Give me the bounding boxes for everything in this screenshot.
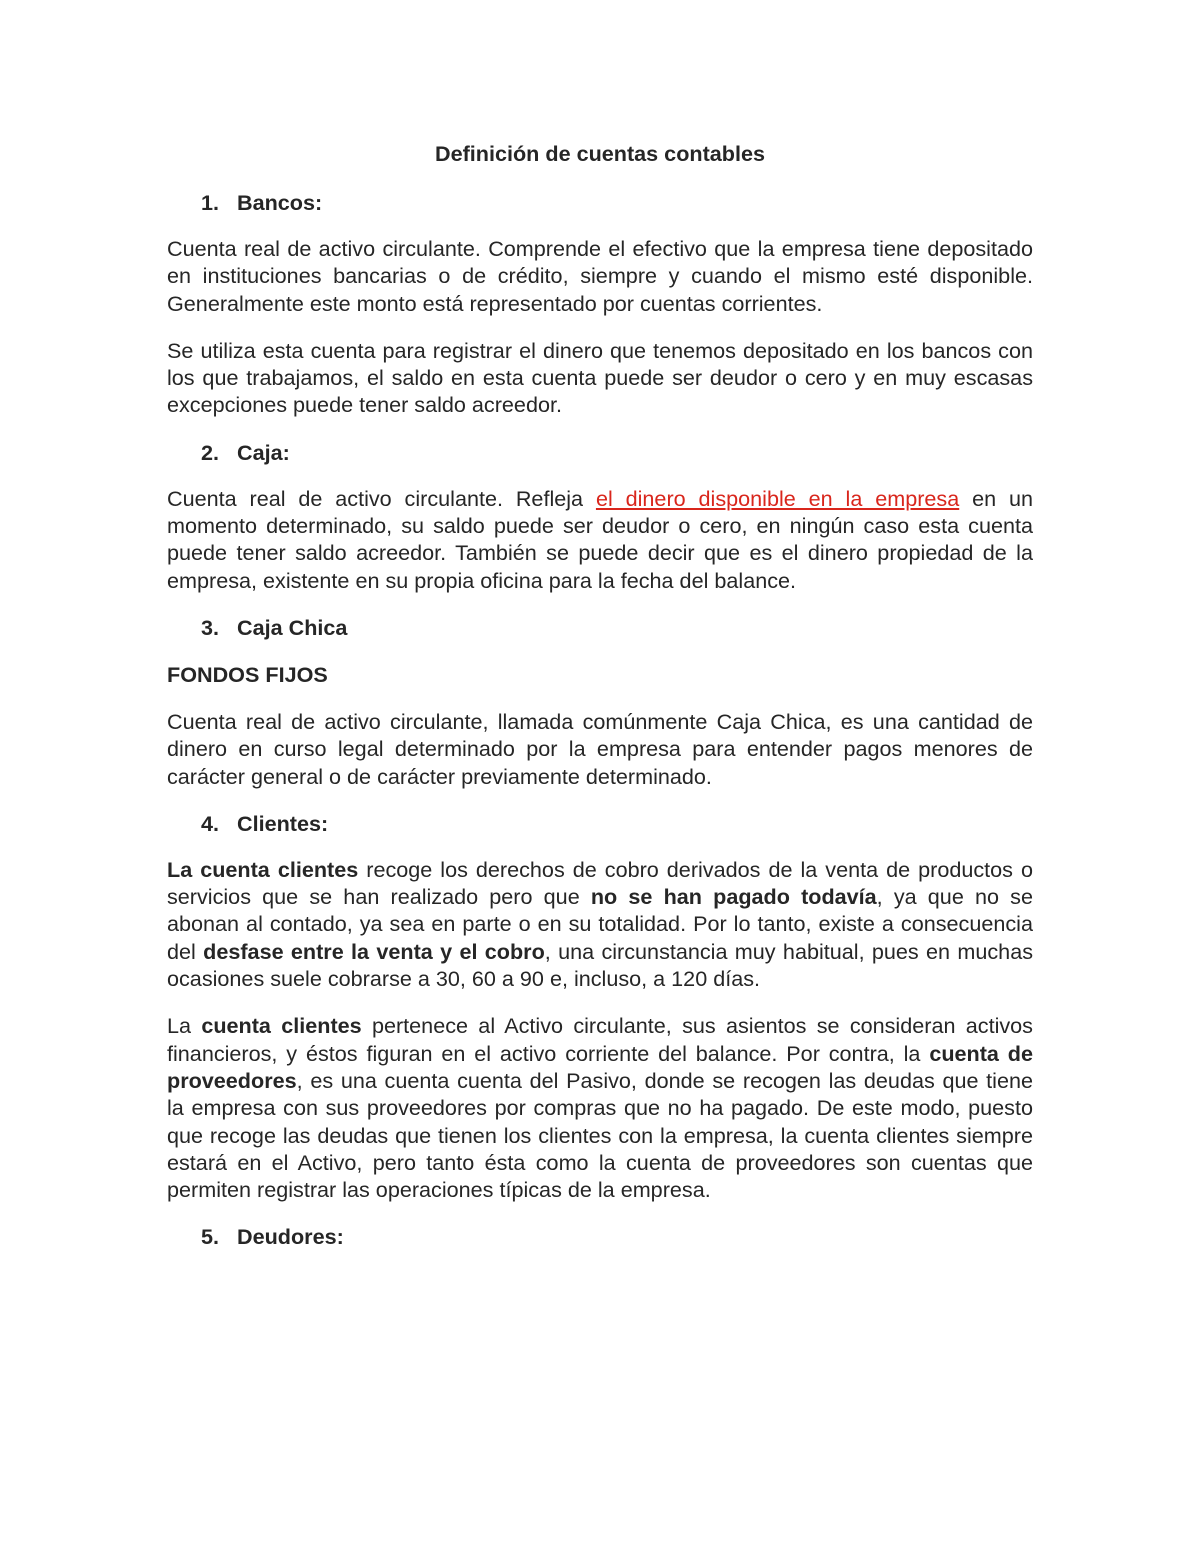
document-content: [167, 138, 1033, 1252]
bold-run: desfase entre la venta y el cobro: [203, 938, 545, 964]
paragraph-bancos-1: Cuenta real de activo circulante. Comprende el efectivo que la empresa tiene depositado en instituciones bancarias o de crédito, siempre y cuando el mismo esté disponible. Generalmente este monto está representado por cuentas corrientes.: [167, 236, 1033, 316]
subheading-fondos-fijos: FONDOS FIJOS: [167, 661, 328, 687]
section-heading-caja-chica: [167, 613, 1033, 643]
text-run: recoge los derechos de cobro derivados de la venta de productos o servicios que se han realizado pero que: [167, 856, 1033, 910]
text-run: , ya que no se abonan al contado, ya sea en parte o en su totalidad. Por lo tanto, existe a consecuencia del: [167, 884, 1033, 964]
page-title: Definición de cuentas contables: [435, 141, 765, 166]
section-title: Bancos:: [237, 190, 323, 215]
section-number: 5.: [201, 1224, 220, 1250]
paragraph-bancos-2: Se utiliza esta cuenta para registrar el dinero que tenemos depositado en los bancos con los que trabajamos, el saldo en esta cuenta puede ser deudor o cero y en muy escasas excepciones puede tener saldo acreedor.: [167, 337, 1033, 418]
section-title: Clientes:: [237, 810, 329, 836]
section-title: Caja:: [237, 439, 290, 465]
section-number: 2.: [201, 439, 220, 465]
section-number: 4.: [201, 810, 220, 836]
section-title: Deudores:: [237, 1224, 344, 1250]
paragraph-clientes-2: [167, 1012, 1033, 1203]
text-run: pertenece al Activo circulante, sus asientos se consideran activos financieros, y éstos figuran en el activo corriente del balance. Por contra, la: [167, 1013, 1033, 1066]
section-heading-clientes: [167, 809, 1033, 839]
section-heading-caja: [167, 438, 1033, 468]
paragraph-caja-chica: Cuenta real de activo circulante, llamada comúnmente Caja Chica, es una cantidad de dinero en curso legal determinado por la empresa para entender pagos menores de carácter general o de carácter previamente determinado.: [167, 708, 1033, 789]
bold-run: cuenta de proveedores: [167, 1040, 1033, 1093]
text-run: , es una cuenta cuenta del Pasivo, donde se recogen las deudas que tiene la empresa con sus proveedores por compras que no ha pagado. De este modo, puesto que recoge las deudas que tienen los clientes con la empresa, la cuenta clientes siempre estará en el Activo, pero tanto ésta como la cuenta de proveedores son cuentas que permiten registrar las operaciones típicas de la empresa.: [167, 1067, 1033, 1203]
section-number: 1.: [201, 190, 220, 215]
section-number: 3.: [201, 614, 220, 640]
paragraph-caja: [167, 485, 1033, 594]
dinero-disponible-link[interactable]: el dinero disponible en la empresa: [595, 485, 960, 511]
bold-run: no se han pagado todavía: [590, 884, 877, 910]
text-run: La: [167, 1013, 202, 1039]
text-run: en un momento determinado, su saldo puede ser deudor o cero, en ningún caso esta cuenta puede tener saldo acreedor. También se puede decir que es el dinero propiedad de la empresa, existente en su propia oficina para la fecha del balance.: [167, 485, 1033, 593]
section-heading-bancos: [167, 188, 1033, 218]
bold-run: cuenta clientes: [201, 1013, 362, 1039]
section-title: Caja Chica: [237, 614, 348, 640]
text-run: , una circunstancia muy habitual, pues en muchas ocasiones suele cobrarse a 30, 60 a 90 e, incluso, a 120 días.: [167, 938, 1034, 992]
bold-run: La cuenta clientes: [167, 856, 359, 882]
paragraph-clientes-1: [167, 856, 1033, 992]
section-heading-deudores: [167, 1222, 1033, 1252]
text-run: Cuenta real de activo circulante. Refleja: [167, 485, 596, 511]
